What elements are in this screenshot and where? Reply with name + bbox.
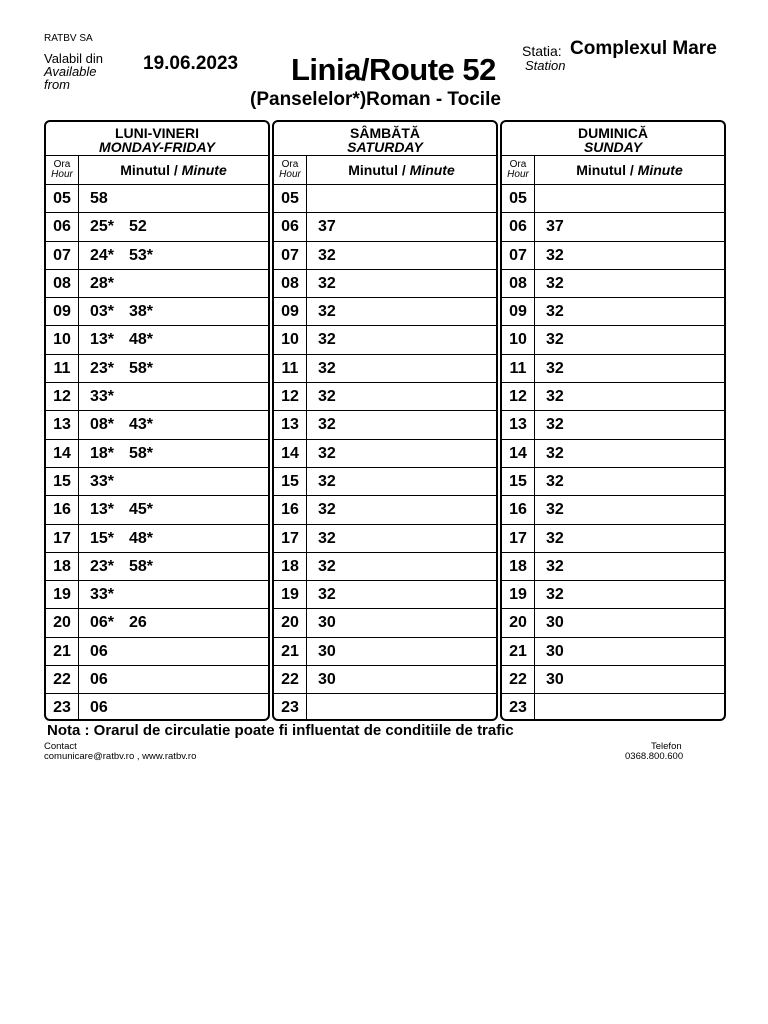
minute-value: 33* bbox=[90, 388, 115, 406]
table-row bbox=[274, 411, 496, 439]
minute-value: 30 bbox=[318, 671, 336, 689]
minutes-cell bbox=[535, 242, 724, 269]
minutes-cell bbox=[535, 468, 724, 495]
table-row bbox=[46, 440, 268, 468]
hour-cell: 08 bbox=[502, 270, 535, 297]
table-row bbox=[46, 383, 268, 411]
minutes-cell bbox=[79, 213, 268, 240]
hour-label-ro: Ora bbox=[509, 159, 527, 170]
hour-cell: 13 bbox=[274, 411, 307, 438]
minutes-cell bbox=[79, 326, 268, 353]
minutes-cell bbox=[307, 694, 496, 721]
contact-label: Contact bbox=[44, 741, 77, 752]
minutes-cell bbox=[79, 496, 268, 523]
table-row bbox=[502, 355, 724, 383]
hour-cell: 05 bbox=[46, 185, 79, 212]
timetable bbox=[44, 120, 726, 721]
minutes-cell bbox=[79, 666, 268, 693]
panel-title-en: SUNDAY bbox=[583, 139, 643, 155]
minute-value: 32 bbox=[318, 444, 336, 462]
hour-cell: 17 bbox=[502, 525, 535, 552]
minutes-cell bbox=[307, 298, 496, 325]
hour-column-header bbox=[46, 156, 79, 184]
minute-value: 58* bbox=[129, 444, 154, 462]
hour-cell: 15 bbox=[502, 468, 535, 495]
hour-cell: 19 bbox=[46, 581, 79, 608]
hour-cell: 12 bbox=[274, 383, 307, 410]
table-row bbox=[46, 666, 268, 694]
minutes-cell bbox=[535, 496, 724, 523]
panel-title-ro: DUMINICĂ bbox=[578, 125, 648, 141]
minute-value: 32 bbox=[318, 303, 336, 321]
valid-from-label-en-2: from bbox=[44, 77, 70, 92]
minute-value: 58* bbox=[129, 359, 154, 377]
minutes-cell bbox=[79, 581, 268, 608]
hour-cell: 10 bbox=[46, 326, 79, 353]
route-title: Linia/Route 52 bbox=[291, 52, 496, 87]
table-row bbox=[502, 185, 724, 213]
minute-value: 18* bbox=[90, 444, 115, 462]
hour-cell: 14 bbox=[274, 440, 307, 467]
minute-value: 30 bbox=[546, 671, 564, 689]
minute-value: 37 bbox=[318, 218, 336, 236]
minutes-cell bbox=[535, 298, 724, 325]
table-row bbox=[502, 525, 724, 553]
minute-label-en: Minute bbox=[637, 162, 683, 178]
rows-weekdays bbox=[46, 185, 268, 721]
minutes-cell bbox=[535, 609, 724, 636]
minute-column-header bbox=[535, 156, 724, 184]
minute-value: 48* bbox=[129, 331, 154, 349]
minute-value: 52 bbox=[129, 218, 147, 236]
minute-value: 32 bbox=[546, 359, 564, 377]
table-row bbox=[46, 496, 268, 524]
table-row bbox=[274, 694, 496, 721]
minute-value: 32 bbox=[546, 472, 564, 490]
minute-value: 26 bbox=[129, 614, 147, 632]
minute-value: 32 bbox=[546, 388, 564, 406]
panel-title-ro: SÂMBĂTĂ bbox=[350, 125, 420, 141]
hour-cell: 17 bbox=[46, 525, 79, 552]
minutes-cell bbox=[79, 525, 268, 552]
minutes-cell bbox=[535, 553, 724, 580]
table-row bbox=[274, 242, 496, 270]
minute-value: 32 bbox=[318, 416, 336, 434]
minute-value: 28* bbox=[90, 274, 115, 292]
minutes-cell bbox=[535, 185, 724, 212]
minute-value: 25* bbox=[90, 218, 115, 236]
minutes-cell bbox=[79, 355, 268, 382]
minute-value: 13* bbox=[90, 331, 115, 349]
hour-cell: 06 bbox=[274, 213, 307, 240]
minute-value: 06 bbox=[90, 699, 108, 717]
table-row bbox=[274, 213, 496, 241]
minutes-cell bbox=[79, 411, 268, 438]
table-row bbox=[46, 638, 268, 666]
minute-value: 08* bbox=[90, 416, 115, 434]
minutes-cell bbox=[79, 185, 268, 212]
table-row bbox=[274, 270, 496, 298]
table-row bbox=[274, 355, 496, 383]
rows-sunday bbox=[502, 185, 724, 721]
hour-label-ro: Ora bbox=[53, 159, 71, 170]
minute-value: 45* bbox=[129, 501, 154, 519]
minutes-cell bbox=[79, 609, 268, 636]
hour-cell: 13 bbox=[46, 411, 79, 438]
minute-value: 32 bbox=[546, 303, 564, 321]
hour-cell: 11 bbox=[274, 355, 307, 382]
hour-cell: 07 bbox=[46, 242, 79, 269]
minutes-cell bbox=[79, 298, 268, 325]
hour-cell: 11 bbox=[46, 355, 79, 382]
table-row bbox=[502, 383, 724, 411]
hour-cell: 09 bbox=[274, 298, 307, 325]
table-row bbox=[274, 383, 496, 411]
hour-label-en: Hour bbox=[507, 169, 529, 180]
minutes-cell bbox=[307, 638, 496, 665]
hour-cell: 23 bbox=[502, 694, 535, 721]
minutes-cell bbox=[307, 411, 496, 438]
traffic-note: Nota : Orarul de circulatie poate fi influentat de conditiile de trafic bbox=[47, 722, 514, 739]
hour-cell: 12 bbox=[502, 383, 535, 410]
hour-cell: 22 bbox=[46, 666, 79, 693]
hour-cell: 16 bbox=[274, 496, 307, 523]
minutes-cell bbox=[79, 638, 268, 665]
table-row bbox=[46, 694, 268, 721]
minute-value: 32 bbox=[318, 557, 336, 575]
minute-value: 06 bbox=[90, 671, 108, 689]
hour-cell: 05 bbox=[274, 185, 307, 212]
phone-value: 0368.800.600 bbox=[625, 751, 684, 762]
column-header bbox=[274, 156, 496, 185]
company-name: RATBV SA bbox=[44, 33, 93, 44]
minutes-cell bbox=[307, 326, 496, 353]
minute-label-en: Minute bbox=[409, 162, 455, 178]
panel-header bbox=[274, 122, 496, 156]
minutes-cell bbox=[535, 383, 724, 410]
station-label-ro: Statia: bbox=[522, 43, 562, 59]
table-row bbox=[274, 525, 496, 553]
table-row bbox=[502, 694, 724, 721]
minutes-cell bbox=[535, 411, 724, 438]
minutes-cell bbox=[79, 242, 268, 269]
hour-cell: 08 bbox=[274, 270, 307, 297]
hour-cell: 10 bbox=[502, 326, 535, 353]
table-row bbox=[274, 326, 496, 354]
column-header bbox=[502, 156, 724, 185]
minutes-cell bbox=[535, 270, 724, 297]
table-row bbox=[46, 298, 268, 326]
minutes-cell bbox=[307, 525, 496, 552]
minutes-cell bbox=[535, 694, 724, 721]
panel-title-en: MONDAY-FRIDAY bbox=[99, 139, 215, 155]
minutes-cell bbox=[307, 609, 496, 636]
table-row bbox=[502, 496, 724, 524]
minute-value: 30 bbox=[318, 642, 336, 660]
panel-header bbox=[502, 122, 724, 156]
minute-column-header bbox=[79, 156, 268, 184]
hour-cell: 16 bbox=[502, 496, 535, 523]
table-row bbox=[502, 609, 724, 637]
minute-value: 06 bbox=[90, 642, 108, 660]
minute-value: 32 bbox=[546, 444, 564, 462]
hour-cell: 08 bbox=[46, 270, 79, 297]
minute-value: 32 bbox=[318, 586, 336, 604]
station-name: Complexul Mare bbox=[570, 38, 717, 59]
minute-value: 30 bbox=[546, 642, 564, 660]
minutes-cell bbox=[535, 638, 724, 665]
hour-cell: 20 bbox=[502, 609, 535, 636]
valid-date: 19.06.2023 bbox=[143, 53, 239, 74]
hour-cell: 07 bbox=[502, 242, 535, 269]
minute-value: 32 bbox=[546, 529, 564, 547]
table-row bbox=[46, 553, 268, 581]
minutes-cell bbox=[79, 383, 268, 410]
hour-column-header bbox=[274, 156, 307, 184]
minute-value: 32 bbox=[546, 274, 564, 292]
table-row bbox=[502, 440, 724, 468]
hour-cell: 16 bbox=[46, 496, 79, 523]
valid-from-label-ro: Valabil din bbox=[44, 51, 104, 66]
minute-value: 32 bbox=[318, 501, 336, 519]
hour-cell: 18 bbox=[274, 553, 307, 580]
table-row bbox=[46, 609, 268, 637]
panel-title-en: SATURDAY bbox=[347, 139, 423, 155]
minute-value: 37 bbox=[546, 218, 564, 236]
minutes-cell bbox=[79, 694, 268, 721]
minutes-cell bbox=[535, 525, 724, 552]
minute-value: 53* bbox=[129, 246, 154, 264]
hour-cell: 21 bbox=[502, 638, 535, 665]
hour-cell: 14 bbox=[46, 440, 79, 467]
hour-cell: 21 bbox=[46, 638, 79, 665]
hour-cell: 13 bbox=[502, 411, 535, 438]
table-row bbox=[46, 242, 268, 270]
table-row bbox=[502, 581, 724, 609]
minutes-cell bbox=[535, 213, 724, 240]
minute-value: 32 bbox=[318, 472, 336, 490]
hour-cell: 19 bbox=[502, 581, 535, 608]
table-row bbox=[46, 185, 268, 213]
minute-column-header bbox=[307, 156, 496, 184]
minutes-cell bbox=[307, 440, 496, 467]
minute-value: 32 bbox=[546, 557, 564, 575]
minute-label-ro: Minutul / bbox=[120, 162, 182, 178]
table-row bbox=[502, 270, 724, 298]
minutes-cell bbox=[535, 440, 724, 467]
hour-cell: 21 bbox=[274, 638, 307, 665]
table-row bbox=[502, 242, 724, 270]
minutes-cell bbox=[535, 581, 724, 608]
table-row bbox=[274, 185, 496, 213]
hour-cell: 22 bbox=[502, 666, 535, 693]
minutes-cell bbox=[307, 242, 496, 269]
hour-label-ro: Ora bbox=[281, 159, 299, 170]
hour-cell: 18 bbox=[46, 553, 79, 580]
minute-value: 32 bbox=[318, 529, 336, 547]
table-row bbox=[502, 638, 724, 666]
minute-value: 32 bbox=[318, 359, 336, 377]
hour-cell: 05 bbox=[502, 185, 535, 212]
column-header bbox=[46, 156, 268, 185]
minute-value: 15* bbox=[90, 529, 115, 547]
minute-value: 32 bbox=[546, 416, 564, 434]
table-row bbox=[274, 553, 496, 581]
minute-value: 30 bbox=[546, 614, 564, 632]
minutes-cell bbox=[79, 270, 268, 297]
table-row bbox=[274, 496, 496, 524]
hour-cell: 07 bbox=[274, 242, 307, 269]
minute-value: 13* bbox=[90, 501, 115, 519]
minutes-cell bbox=[535, 326, 724, 353]
minutes-cell bbox=[535, 355, 724, 382]
table-row bbox=[274, 638, 496, 666]
minute-value: 32 bbox=[318, 331, 336, 349]
minute-value: 38* bbox=[129, 303, 154, 321]
minute-value: 23* bbox=[90, 359, 115, 377]
table-row bbox=[46, 525, 268, 553]
table-row bbox=[46, 468, 268, 496]
table-row bbox=[274, 298, 496, 326]
hour-label-en: Hour bbox=[279, 169, 301, 180]
table-row bbox=[502, 213, 724, 241]
hour-column-header bbox=[502, 156, 535, 184]
hour-cell: 06 bbox=[502, 213, 535, 240]
minute-value: 32 bbox=[318, 246, 336, 264]
table-row bbox=[502, 666, 724, 694]
hour-cell: 15 bbox=[46, 468, 79, 495]
minute-value: 43* bbox=[129, 416, 154, 434]
minute-value: 03* bbox=[90, 303, 115, 321]
panel-saturday bbox=[272, 120, 498, 721]
table-row bbox=[274, 581, 496, 609]
minutes-cell bbox=[307, 581, 496, 608]
minutes-cell bbox=[307, 383, 496, 410]
table-row bbox=[502, 468, 724, 496]
minutes-cell bbox=[79, 553, 268, 580]
table-row bbox=[46, 355, 268, 383]
hour-cell: 23 bbox=[274, 694, 307, 721]
table-row bbox=[46, 213, 268, 241]
minute-value: 32 bbox=[546, 501, 564, 519]
table-row bbox=[46, 270, 268, 298]
hour-cell: 11 bbox=[502, 355, 535, 382]
minute-value: 32 bbox=[318, 274, 336, 292]
hour-cell: 19 bbox=[274, 581, 307, 608]
minutes-cell bbox=[79, 440, 268, 467]
table-row bbox=[274, 609, 496, 637]
minutes-cell bbox=[535, 666, 724, 693]
minute-label-en: Minute bbox=[181, 162, 227, 178]
table-row bbox=[46, 326, 268, 354]
minutes-cell bbox=[307, 185, 496, 212]
minute-value: 32 bbox=[546, 586, 564, 604]
minutes-cell bbox=[307, 213, 496, 240]
table-row bbox=[502, 411, 724, 439]
valid-from-label-en: Available bbox=[44, 64, 97, 79]
minute-value: 48* bbox=[129, 529, 154, 547]
hour-cell: 18 bbox=[502, 553, 535, 580]
minute-value: 33* bbox=[90, 472, 115, 490]
minute-value: 30 bbox=[318, 614, 336, 632]
minutes-cell bbox=[307, 468, 496, 495]
minutes-cell bbox=[79, 468, 268, 495]
minute-label-ro: Minutul / bbox=[576, 162, 638, 178]
hour-cell: 09 bbox=[46, 298, 79, 325]
hour-cell: 20 bbox=[46, 609, 79, 636]
hour-cell: 17 bbox=[274, 525, 307, 552]
station-label-en: Station bbox=[525, 58, 566, 73]
hour-cell: 14 bbox=[502, 440, 535, 467]
panel-header bbox=[46, 122, 268, 156]
minutes-cell bbox=[307, 553, 496, 580]
minute-value: 23* bbox=[90, 557, 115, 575]
hour-cell: 22 bbox=[274, 666, 307, 693]
hour-cell: 06 bbox=[46, 213, 79, 240]
table-row bbox=[274, 468, 496, 496]
minute-value: 32 bbox=[546, 331, 564, 349]
hour-cell: 10 bbox=[274, 326, 307, 353]
hour-cell: 15 bbox=[274, 468, 307, 495]
table-row bbox=[46, 581, 268, 609]
hour-cell: 09 bbox=[502, 298, 535, 325]
minute-value: 06* bbox=[90, 614, 115, 632]
phone-label: Telefon bbox=[651, 741, 682, 752]
minute-value: 58 bbox=[90, 190, 108, 207]
minutes-cell bbox=[307, 270, 496, 297]
panel-title-ro: LUNI-VINERI bbox=[115, 125, 199, 141]
route-subtitle: (Panselelor*)Roman - Tocile bbox=[250, 89, 501, 110]
hour-cell: 20 bbox=[274, 609, 307, 636]
minute-value: 33* bbox=[90, 586, 115, 604]
panel-weekdays bbox=[44, 120, 270, 721]
minute-value: 32 bbox=[546, 246, 564, 264]
table-row bbox=[502, 553, 724, 581]
table-row bbox=[274, 440, 496, 468]
hour-label-en: Hour bbox=[51, 169, 73, 180]
table-row bbox=[502, 298, 724, 326]
minutes-cell bbox=[307, 496, 496, 523]
hour-cell: 23 bbox=[46, 694, 79, 721]
hour-cell: 12 bbox=[46, 383, 79, 410]
minute-value: 24* bbox=[90, 246, 115, 264]
table-row bbox=[274, 666, 496, 694]
contact-value: comunicare@ratbv.ro , www.ratbv.ro bbox=[44, 751, 197, 762]
table-row bbox=[502, 326, 724, 354]
minute-value: 32 bbox=[318, 388, 336, 406]
rows-saturday bbox=[274, 185, 496, 721]
panel-sunday bbox=[500, 120, 726, 721]
table-row bbox=[46, 411, 268, 439]
minutes-cell bbox=[307, 666, 496, 693]
minute-value: 58* bbox=[129, 557, 154, 575]
minutes-cell bbox=[307, 355, 496, 382]
minute-label-ro: Minutul / bbox=[348, 162, 410, 178]
